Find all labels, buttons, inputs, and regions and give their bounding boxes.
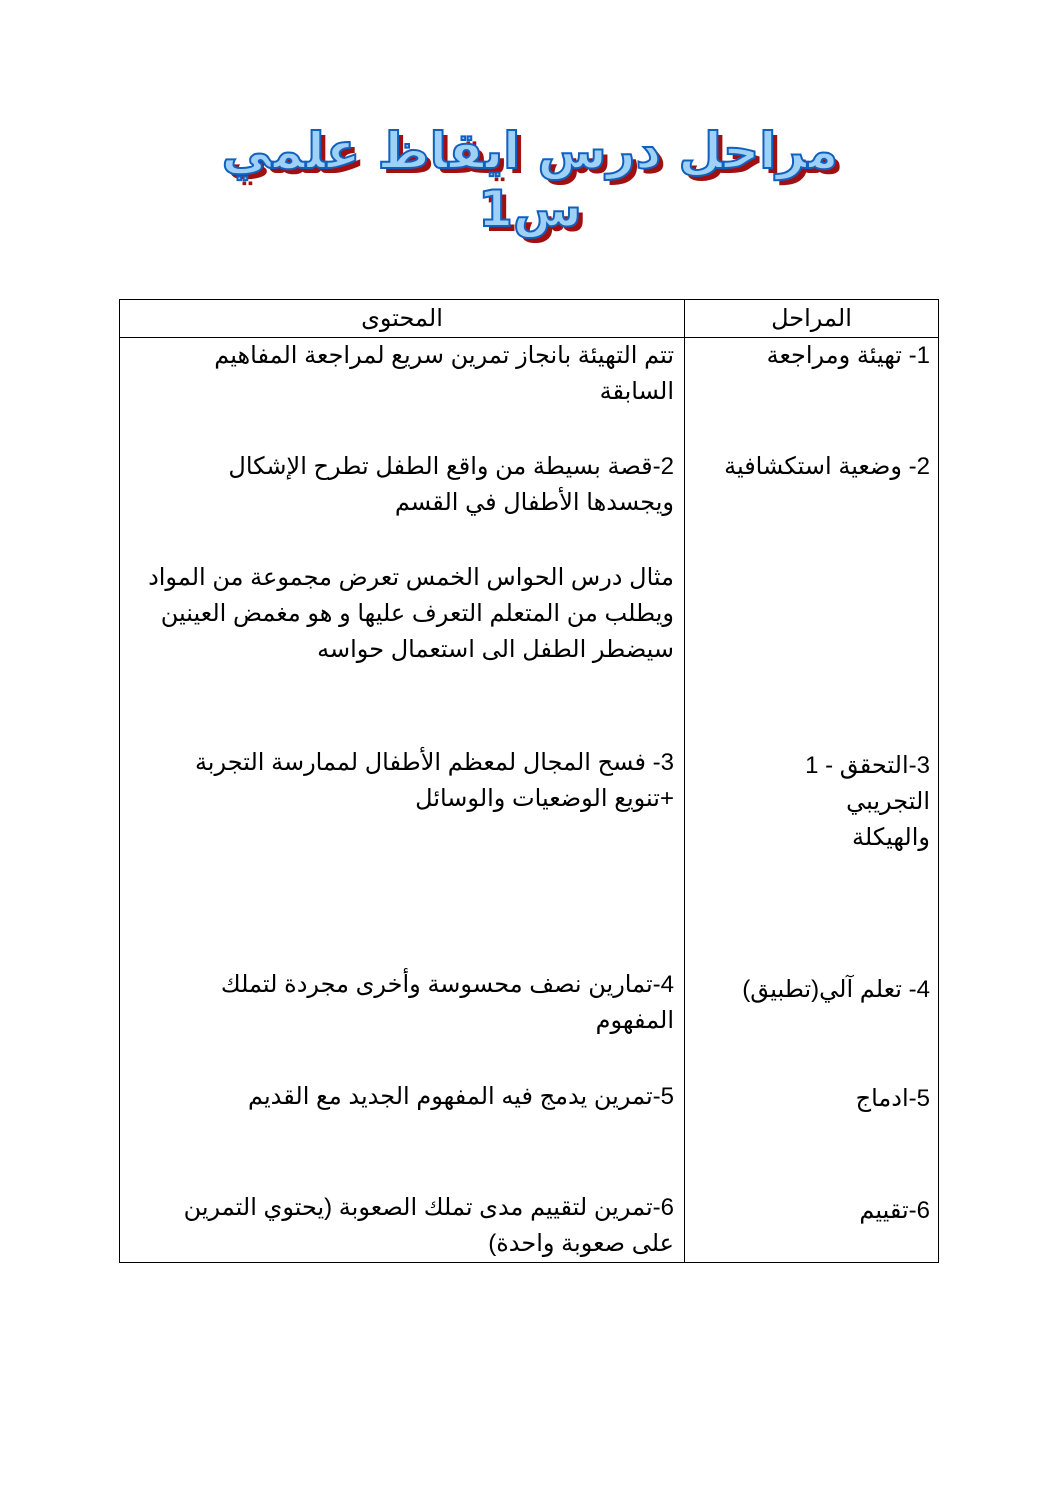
content-line: المفهوم xyxy=(595,1007,674,1034)
content-line: السابقة xyxy=(599,378,674,405)
content-line: 5-تمرين يدمج فيه المفهوم الجديد مع القديم xyxy=(248,1083,674,1110)
content-line: مثال درس الحواس الخمس تعرض مجموعة من المواد xyxy=(148,564,674,591)
header-stages: المراحل xyxy=(771,305,852,332)
stage-cell xyxy=(690,1081,930,1117)
content-line: +تنويع الوضعيات والوسائل xyxy=(415,785,674,812)
lesson-stages-table xyxy=(119,299,939,1263)
content-line: تتم التهيئة بانجاز تمرين سريع لمراجعة المفاهيم xyxy=(214,342,674,369)
content-cell xyxy=(124,967,674,1039)
page-title: مراحل درس ايقاظ علمي س1 xyxy=(221,122,839,238)
content-line: 3- فسح المجال لمعظم الأطفال لممارسة التجربة xyxy=(194,749,674,776)
stage-line: التجريبي xyxy=(846,788,930,815)
content-line: سيضطر الطفل الى استعمال حواسه xyxy=(317,636,674,663)
stage-line: 6-تقييم xyxy=(859,1197,930,1224)
content-line: 6-تمرين لتقييم مدى تملك الصعوبة (يحتوي التمرين xyxy=(183,1194,674,1221)
stage-line: 3-التحقق - 1 xyxy=(805,752,930,779)
column-divider xyxy=(684,300,685,1262)
stage-line: 5-ادماج xyxy=(855,1085,930,1112)
content-cell xyxy=(124,449,674,521)
stage-line: 4- تعلم آلي(تطبيق) xyxy=(742,976,930,1003)
stage-line: 1- تهيئة ومراجعة xyxy=(766,342,930,369)
content-line: 2-قصة بسيطة من واقع الطفل تطرح الإشكال xyxy=(228,453,674,480)
content-cell xyxy=(124,338,674,410)
content-cell xyxy=(124,1190,674,1262)
content-line: ويجسدها الأطفال في القسم xyxy=(394,489,674,516)
content-line: على صعوبة واحدة) xyxy=(488,1230,674,1257)
stage-cell xyxy=(690,748,930,856)
content-cell xyxy=(124,1079,674,1115)
stage-line: والهيكلة xyxy=(852,824,930,851)
content-cell xyxy=(124,560,674,668)
stage-cell xyxy=(690,972,930,1008)
content-line: ويطلب من المتعلم التعرف عليها و هو مغمض العينين xyxy=(160,600,674,627)
content-line: 4-تمارين نصف محسوسة وأخرى مجردة لتملك xyxy=(220,971,674,998)
header-content: المحتوى xyxy=(361,305,443,332)
stage-cell xyxy=(690,449,930,485)
stage-cell xyxy=(690,338,930,374)
content-cell xyxy=(124,745,674,817)
stage-line: 2- وضعية استكشافية xyxy=(724,453,930,480)
stage-cell xyxy=(690,1193,930,1229)
